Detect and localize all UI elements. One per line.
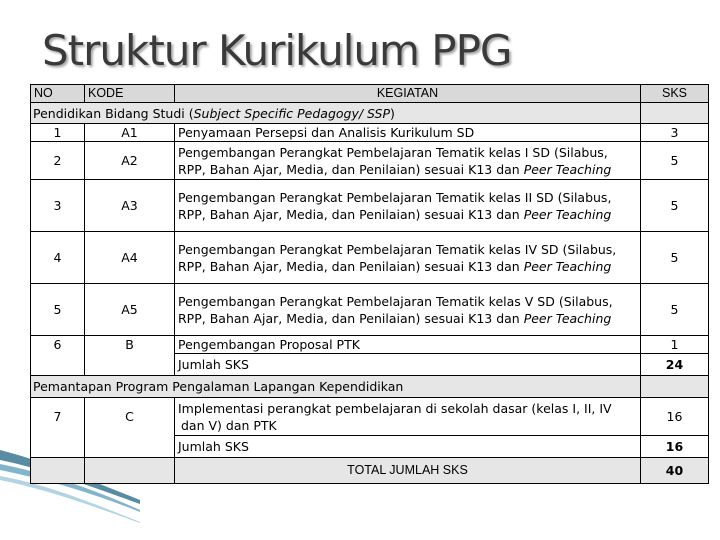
header-kegiatan: KEGIATAN xyxy=(175,85,641,103)
row-kegiatan-italic: Peer Teaching xyxy=(523,161,612,177)
total-kode-empty xyxy=(85,458,175,484)
table-row xyxy=(31,180,709,232)
subtotal-value: 24 xyxy=(641,354,709,376)
row-kegiatan xyxy=(175,232,641,284)
row-sks: 5 xyxy=(641,180,709,232)
row-kegiatan xyxy=(175,142,641,180)
row-kegiatan-line2: RPP, Bahan Ajar, Media, dan Penilaian) sesuai K13 dan xyxy=(178,161,524,177)
section-label-pre: Pendidikan Bidang Studi ( xyxy=(33,105,194,121)
row-kegiatan-line2: dan V) dan PTK xyxy=(181,417,277,433)
row-no: 3 xyxy=(31,180,85,232)
row-sks: 5 xyxy=(641,142,709,180)
row-kegiatan-line2: RPP, Bahan Ajar, Media, dan Penilaian) sesuai K13 dan xyxy=(178,258,524,274)
row-no: 6 xyxy=(31,336,85,354)
row-kegiatan-line1: Pengembangan Perangkat Pembelajaran Tematik kelas II SD (Silabus, xyxy=(178,189,612,205)
section-label-ssp xyxy=(31,103,641,124)
row-sks: 5 xyxy=(641,232,709,284)
section-row-ssp xyxy=(31,103,709,124)
row-no: 5 xyxy=(31,284,85,336)
row-kode: C xyxy=(85,398,175,436)
page-title: Struktur Kurikulum PPG xyxy=(42,26,512,75)
section-sks-empty xyxy=(641,376,709,398)
row-kegiatan-italic: Peer Teaching xyxy=(523,310,612,326)
section-label-italic: Subject Specific Pedagogy/ SSP xyxy=(193,105,391,121)
row-no: 7 xyxy=(31,398,85,436)
row-kegiatan: Penyamaan Persepsi dan Analisis Kurikulum SD xyxy=(175,124,641,142)
section-label-ppl: Pemantapan Program Pengalaman Lapangan Kependidikan xyxy=(31,376,641,398)
subtotal-label: Jumlah SKS xyxy=(175,354,641,376)
table-header-row xyxy=(31,85,709,103)
row-kegiatan-line1: Pengembangan Perangkat Pembelajaran Tematik kelas I SD (Silabus, xyxy=(178,144,608,160)
table-row xyxy=(31,284,709,336)
header-no: NO xyxy=(31,85,85,103)
row-sks: 1 xyxy=(641,336,709,354)
subtotal-no-empty xyxy=(31,354,85,376)
row-kegiatan-line1: Pengembangan Perangkat Pembelajaran Tematik kelas IV SD (Silabus, xyxy=(178,241,617,257)
row-kode: A2 xyxy=(85,142,175,180)
row-kegiatan-line2: RPP, Bahan Ajar, Media, dan Penilaian) sesuai K13 dan xyxy=(178,310,524,326)
row-kode: A5 xyxy=(85,284,175,336)
row-sks: 3 xyxy=(641,124,709,142)
row-kegiatan-line1: Pengembangan Perangkat Pembelajaran Tematik kelas V SD (Silabus, xyxy=(178,293,613,309)
table-row xyxy=(31,142,709,180)
subtotal-kode-empty xyxy=(85,354,175,376)
row-sks: 5 xyxy=(641,284,709,336)
total-value: 40 xyxy=(641,458,709,484)
table-row xyxy=(31,398,709,436)
row-kegiatan xyxy=(175,180,641,232)
total-row xyxy=(31,458,709,484)
row-kode: A3 xyxy=(85,180,175,232)
row-kegiatan-line1: Implementasi perangkat pembelajaran di sekolah dasar (kelas I, II, IV xyxy=(178,400,612,416)
subtotal-no-empty xyxy=(31,436,85,458)
total-label: TOTAL JUMLAH SKS xyxy=(175,458,641,484)
header-sks: SKS xyxy=(641,85,709,103)
section-sks-empty xyxy=(641,103,709,124)
row-kegiatan-line2: RPP, Bahan Ajar, Media, dan Penilaian) sesuai K13 dan xyxy=(178,206,524,222)
row-kegiatan-italic: Peer Teaching xyxy=(523,258,612,274)
total-no-empty xyxy=(31,458,85,484)
subtotal-row-ppl xyxy=(31,436,709,458)
table-row xyxy=(31,232,709,284)
row-kegiatan: Pengembangan Proposal PTK xyxy=(175,336,641,354)
row-kode: A4 xyxy=(85,232,175,284)
table-row xyxy=(31,124,709,142)
table-row xyxy=(31,336,709,354)
subtotal-label: Jumlah SKS xyxy=(175,436,641,458)
curriculum-table xyxy=(30,84,709,484)
section-row-ppl xyxy=(31,376,709,398)
subtotal-row-ssp xyxy=(31,354,709,376)
row-kegiatan-italic: Peer Teaching xyxy=(523,206,612,222)
row-kegiatan xyxy=(175,398,641,436)
subtotal-kode-empty xyxy=(85,436,175,458)
row-no: 2 xyxy=(31,142,85,180)
row-sks: 16 xyxy=(641,398,709,436)
subtotal-value: 16 xyxy=(641,436,709,458)
section-label-post: ) xyxy=(390,105,395,121)
row-kegiatan xyxy=(175,284,641,336)
header-kode: KODE xyxy=(85,85,175,103)
row-no: 1 xyxy=(31,124,85,142)
row-kode: B xyxy=(85,336,175,354)
row-no: 4 xyxy=(31,232,85,284)
row-kode: A1 xyxy=(85,124,175,142)
